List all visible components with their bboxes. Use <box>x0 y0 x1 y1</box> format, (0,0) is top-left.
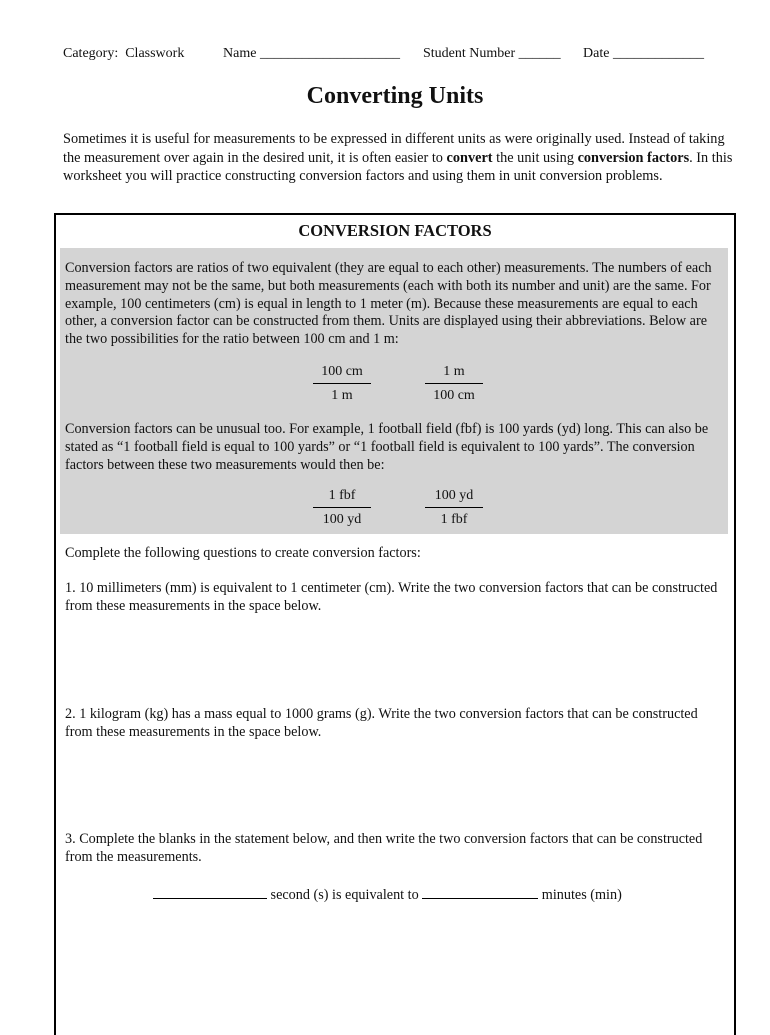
fraction-cm-over-m: $\frac{100 cm}{1 m}$ <box>313 362 371 406</box>
questions-intro: Complete the following questions to create conversion factors: <box>65 545 421 561</box>
fraction-fbf-over-yd: 1 fbf 100 yd <box>313 486 371 530</box>
seconds-blank[interactable] <box>153 884 267 899</box>
box-title: CONVERSION FACTORS <box>298 221 492 240</box>
date-field[interactable]: Date _____________ <box>583 46 704 61</box>
question-2: 2. 1 kilogram (kg) has a mass equal to 1000 grams (g). Write the two conversion factors that can be constructed from these measurements in the space below. <box>65 706 698 740</box>
fraction-m-over-cm: $\frac{1 m}{100 cm}$ <box>425 362 483 406</box>
explanation-paragraph-2: Conversion factors can be unusual too. For example, 1 football field (fbf) is 100 yards (yd) long. This can also be stated as “1 football field is equal to 100 yards” or “1 football field is equivalent to 100 yards”. The conversion factors between these two measurements would then be: <box>65 421 709 473</box>
conversion-factors-box <box>54 213 736 1035</box>
minutes-blank[interactable] <box>422 884 538 899</box>
worksheet-header <box>63 46 733 62</box>
category-field: Category: Classwork <box>63 46 185 61</box>
page-title: Converting Units <box>306 83 484 109</box>
intro-paragraph: Sometimes it is useful for measurements to be expressed in different units as were originally used. Instead of taking the measurement over again in the desired unit, it is often easier to convert the unit using conversion factors. In this worksheet you will practice constructing conversion factors and using them in unit conversion problems. <box>63 131 733 184</box>
fraction-yd-over-fbf: 100 yd 1 fbf <box>425 486 483 530</box>
explanation-paragraph-1: Conversion factors are ratios of two equivalent (they are equal to each other) measurements. The numbers of each measurement may not be the same, but both measurements (each with both its number and unit) are the same. For example, 100 centimeters (cm) is equal in length to 1 meter (m). Because these measurements are equal to each other, a conversion factor can be constructed from them. Units are displayed using their abbreviations. Below are the two possibilities for the ratio between 100 cm and 1 m: <box>65 260 712 348</box>
question-3: 3. Complete the blanks in the statement below, and then write the two conversion factors that can be constructed from the measurements. <box>65 831 703 865</box>
name-field[interactable]: Name ____________________ <box>223 46 400 61</box>
student-number-field[interactable]: Student Number ______ <box>423 46 561 61</box>
explanation-panel <box>60 248 728 534</box>
question-3-statement: second (s) is equivalent to minutes (min) <box>153 884 713 905</box>
question-1: 1. 10 millimeters (mm) is equivalent to 1 centimeter (cm). Write the two conversion factors that can be constructed from these measurements in the space below. <box>65 580 718 614</box>
